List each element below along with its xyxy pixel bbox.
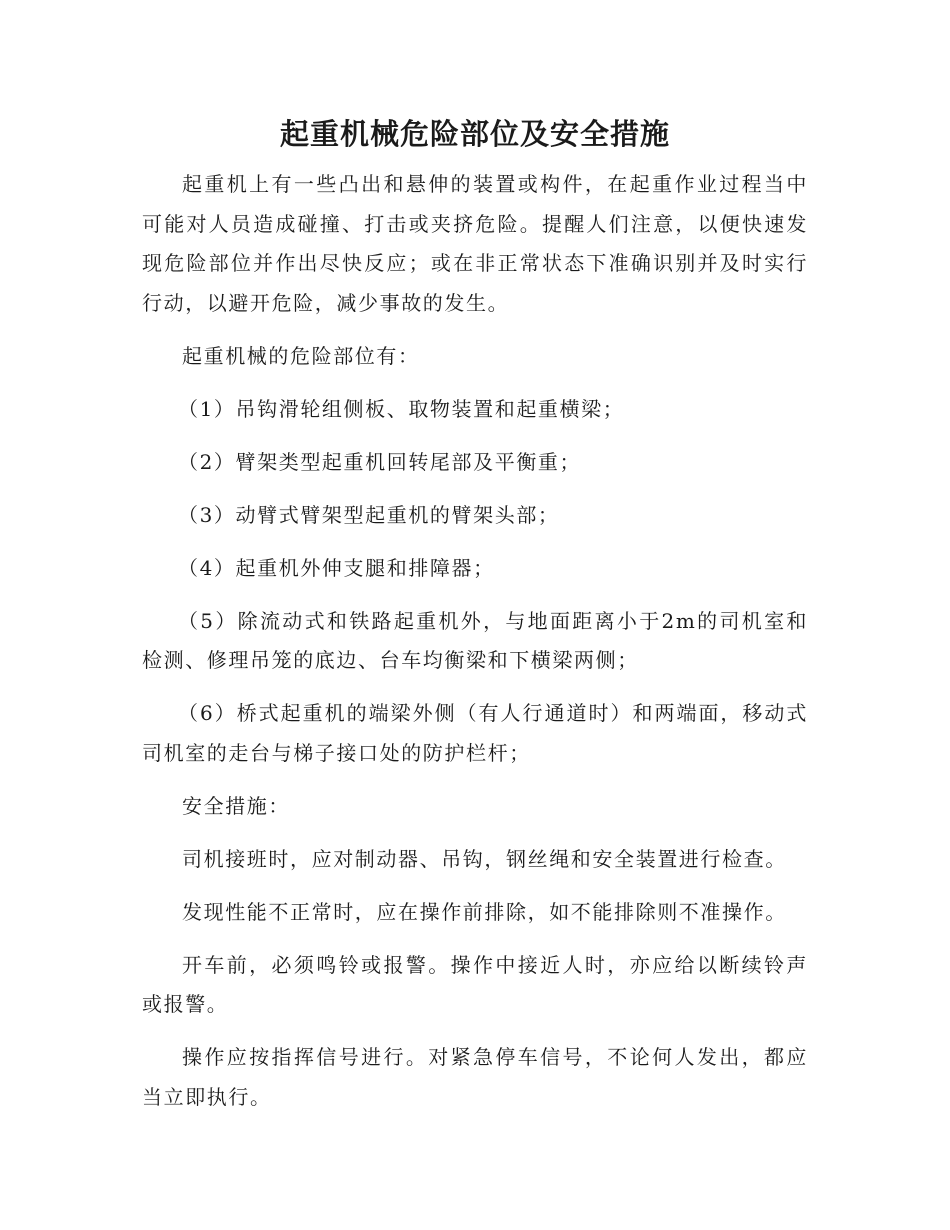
safety-measure-1: 司机接班时，应对制动器、吊钩，钢丝绳和安全装置进行检查。 xyxy=(182,846,787,871)
intro-paragraph: 起重机上有一些凸出和悬伸的装置或构件，在起重作业过程当中可能对人员造成碰撞、打击或夹挤危险。提醒人们注意，以便快速发现危险部位并作出尽快反应；或在非正常状态下准确识别并及时实行行动，以避开危险，减少事故的发生。 xyxy=(142,172,808,315)
safety-measure-4: 操作应按指挥信号进行。对紧急停车信号，不论何人发出，都应当立即执行。 xyxy=(142,1045,808,1109)
document-page xyxy=(142,112,808,1131)
safety-measure-2: 发现性能不正常时，应在操作前排除，如不能排除则不准操作。 xyxy=(182,899,787,924)
hazard-item-2: （2）臂架类型起重机回转尾部及平衡重； xyxy=(178,449,582,474)
hazard-item-1: （1）吊钩滑轮组侧板、取物装置和起重横梁； xyxy=(178,396,625,421)
hazard-item-3: （3）动臂式臂架型起重机的臂架头部； xyxy=(178,502,560,527)
hazard-item-4: （4）起重机外伸支腿和排障器； xyxy=(178,555,495,580)
hazard-item-6: （6）桥式起重机的端梁外侧（有人行通道时）和两端面，移动式司机室的走台与梯子接口处的防护栏杆； xyxy=(142,701,808,765)
document-title: 起重机械危险部位及安全措施 xyxy=(279,117,670,151)
hazard-parts-heading: 起重机械的危险部位有： xyxy=(182,343,420,368)
hazard-item-5: （5）除流动式和铁路起重机外，与地面距离小于2m的司机室和检测、修理吊笼的底边、台车均衡梁和下横梁两侧； xyxy=(142,608,808,672)
safety-measures-heading: 安全措施： xyxy=(182,793,290,818)
safety-measure-3: 开车前，必须鸣铃或报警。操作中接近人时，亦应给以断续铃声或报警。 xyxy=(142,952,808,1016)
